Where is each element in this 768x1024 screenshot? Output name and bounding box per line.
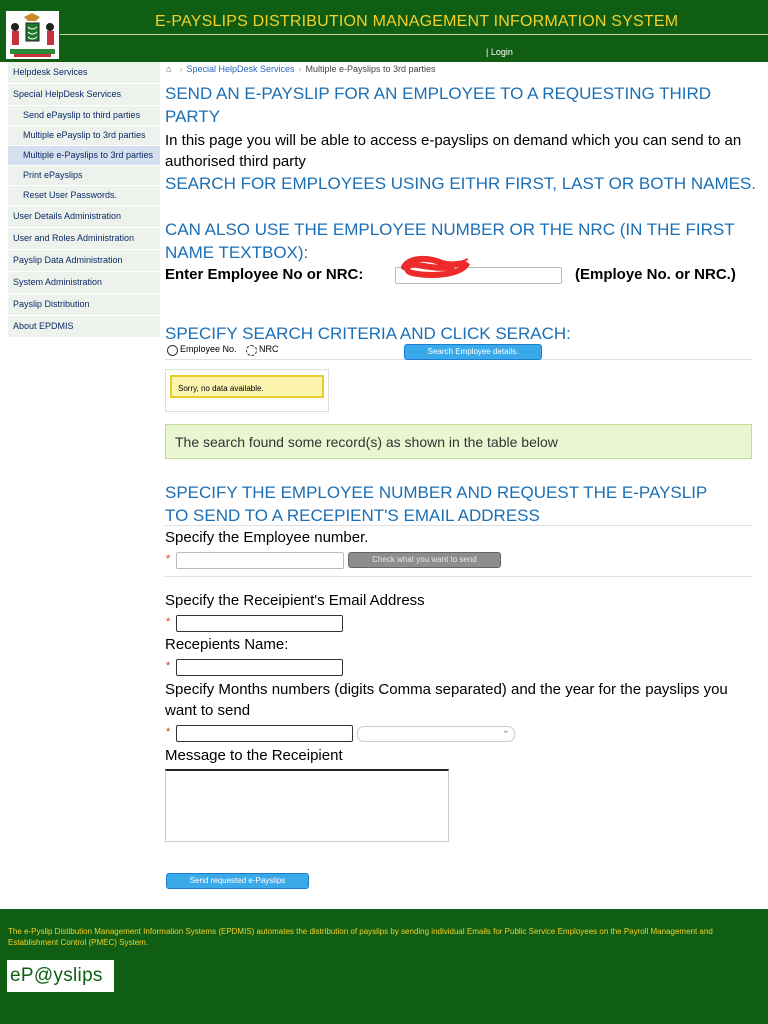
recipient-email-input[interactable]: [176, 615, 343, 632]
epayslips-logo: eP@yslips: [7, 960, 114, 992]
search-alt-heading: CAN ALSO USE THE EMPLOYEE NUMBER OR THE NRC (IN THE FIRST NAME TEXTBOX):: [165, 220, 735, 262]
criteria-heading: SPECIFY SEARCH CRITERIA AND CLICK SERACH:: [165, 324, 571, 343]
required-marker: *: [166, 553, 171, 565]
check-what-to-send-button[interactable]: Check what you want to send: [348, 552, 501, 568]
year-select[interactable]: [357, 726, 515, 742]
sidebar-item-payslip-data-administration[interactable]: Payslip Data Administration: [8, 250, 160, 272]
intro-text: In this page you will be able to access e-payslips on demand which you can send to an authorised third party: [165, 132, 742, 170]
radio-nrc[interactable]: [246, 345, 257, 356]
sidebar-item-system-administration[interactable]: System Administration: [8, 272, 160, 294]
radio-employee-no-label: Employee No.: [180, 344, 237, 354]
header-divider: [60, 34, 768, 35]
chevron-down-icon: ⌄: [501, 725, 510, 736]
employee-no-hint: (Employe No. or NRC.): [575, 266, 736, 283]
chevron-right-icon: ›: [298, 64, 302, 74]
page-title: SEND AN E-PAYSLIP FOR AN EMPLOYEE TO A REQUESTING THIRD PARTY: [165, 84, 712, 126]
message-label: Message to the Receipient: [165, 747, 343, 764]
sidebar-item-multiple-e-payslips-3rd-parties[interactable]: Multiple e-Payslips to 3rd parties: [8, 146, 160, 166]
employee-no-label: Enter Employee No or NRC:: [165, 266, 364, 283]
employee-number-label: Specify the Employee number.: [165, 529, 369, 546]
required-marker: *: [166, 616, 171, 628]
request-heading: SPECIFY THE EMPLOYEE NUMBER AND REQUEST THE E-PAYSLIP TO SEND TO A RECEPIENT'S EMAIL ADDRESS: [165, 483, 707, 525]
sidebar-item-about-epdmis[interactable]: About EPDMIS: [8, 316, 160, 338]
divider: [165, 525, 752, 526]
sidebar: [8, 62, 160, 338]
sidebar-item-print-epayslips[interactable]: Print ePayslips: [8, 166, 160, 186]
search-heading: SEARCH FOR EMPLOYEES USING EITHR FIRST, LAST OR BOTH NAMES.: [165, 174, 757, 193]
sidebar-item-user-roles-administration[interactable]: User and Roles Administration: [8, 228, 160, 250]
search-result-message: The search found some record(s) as shown in the table below: [165, 424, 752, 459]
sidebar-item-send-epayslip-third-parties[interactable]: Send ePayslip to third parties: [8, 106, 160, 126]
employee-number-input[interactable]: [176, 552, 344, 569]
radio-employee-no[interactable]: [167, 345, 178, 356]
message-textarea[interactable]: [165, 769, 449, 842]
divider: [165, 576, 752, 577]
sidebar-item-helpdesk-services[interactable]: Helpdesk Services: [8, 62, 160, 84]
header: [0, 0, 768, 62]
chevron-right-icon: ›: [179, 64, 183, 74]
months-input[interactable]: [176, 725, 353, 742]
required-marker: *: [166, 660, 171, 672]
required-marker: *: [166, 726, 171, 738]
search-employee-button[interactable]: Search Employee details.: [404, 344, 542, 360]
sidebar-item-payslip-distribution[interactable]: Payslip Distribution: [8, 294, 160, 316]
home-icon[interactable]: ⌂: [166, 64, 172, 74]
app-title: E-PAYSLIPS DISTRIBUTION MANAGEMENT INFORMATION SYSTEM: [155, 13, 679, 30]
send-epayslips-button[interactable]: Send requested e-Payslips: [166, 873, 309, 889]
footer-description: The e-Pyslip Distibution Management Information Systems (EPDMIS) automates the distribution of payslips by sending individual Emails for Public Service Employees on the Payroll Management and Establishment Control (PMEC) System.: [8, 927, 713, 947]
recipient-name-label: Recepients Name:: [165, 636, 289, 653]
email-label: Specify the Receipient's Email Address: [165, 592, 425, 609]
coat-of-arms-logo: [6, 11, 59, 59]
sidebar-item-special-helpdesk-services[interactable]: Special HelpDesk Services: [8, 84, 160, 106]
sidebar-item-reset-user-passwords[interactable]: Reset User Passwords.: [8, 186, 160, 206]
sidebar-item-user-details-administration[interactable]: User Details Administration: [8, 206, 160, 228]
breadcrumb: [166, 64, 436, 74]
no-data-message: Sorry, no data available.: [170, 375, 324, 398]
login-link[interactable]: | Login: [486, 47, 513, 57]
months-label: Specify Months numbers (digits Comma separated) and the year for the payslips you want to send: [165, 681, 728, 719]
radio-nrc-label: NRC: [259, 344, 279, 354]
recipient-name-input[interactable]: [176, 659, 343, 676]
footer: [0, 909, 768, 1024]
breadcrumb-current: Multiple e-Payslips to 3rd parties: [305, 64, 436, 74]
breadcrumb-link[interactable]: Special HelpDesk Services: [186, 64, 295, 74]
sidebar-item-multiple-epayslip-3rd-parties[interactable]: Multiple ePayslip to 3rd parties: [8, 126, 160, 146]
no-data-panel: [165, 369, 329, 412]
